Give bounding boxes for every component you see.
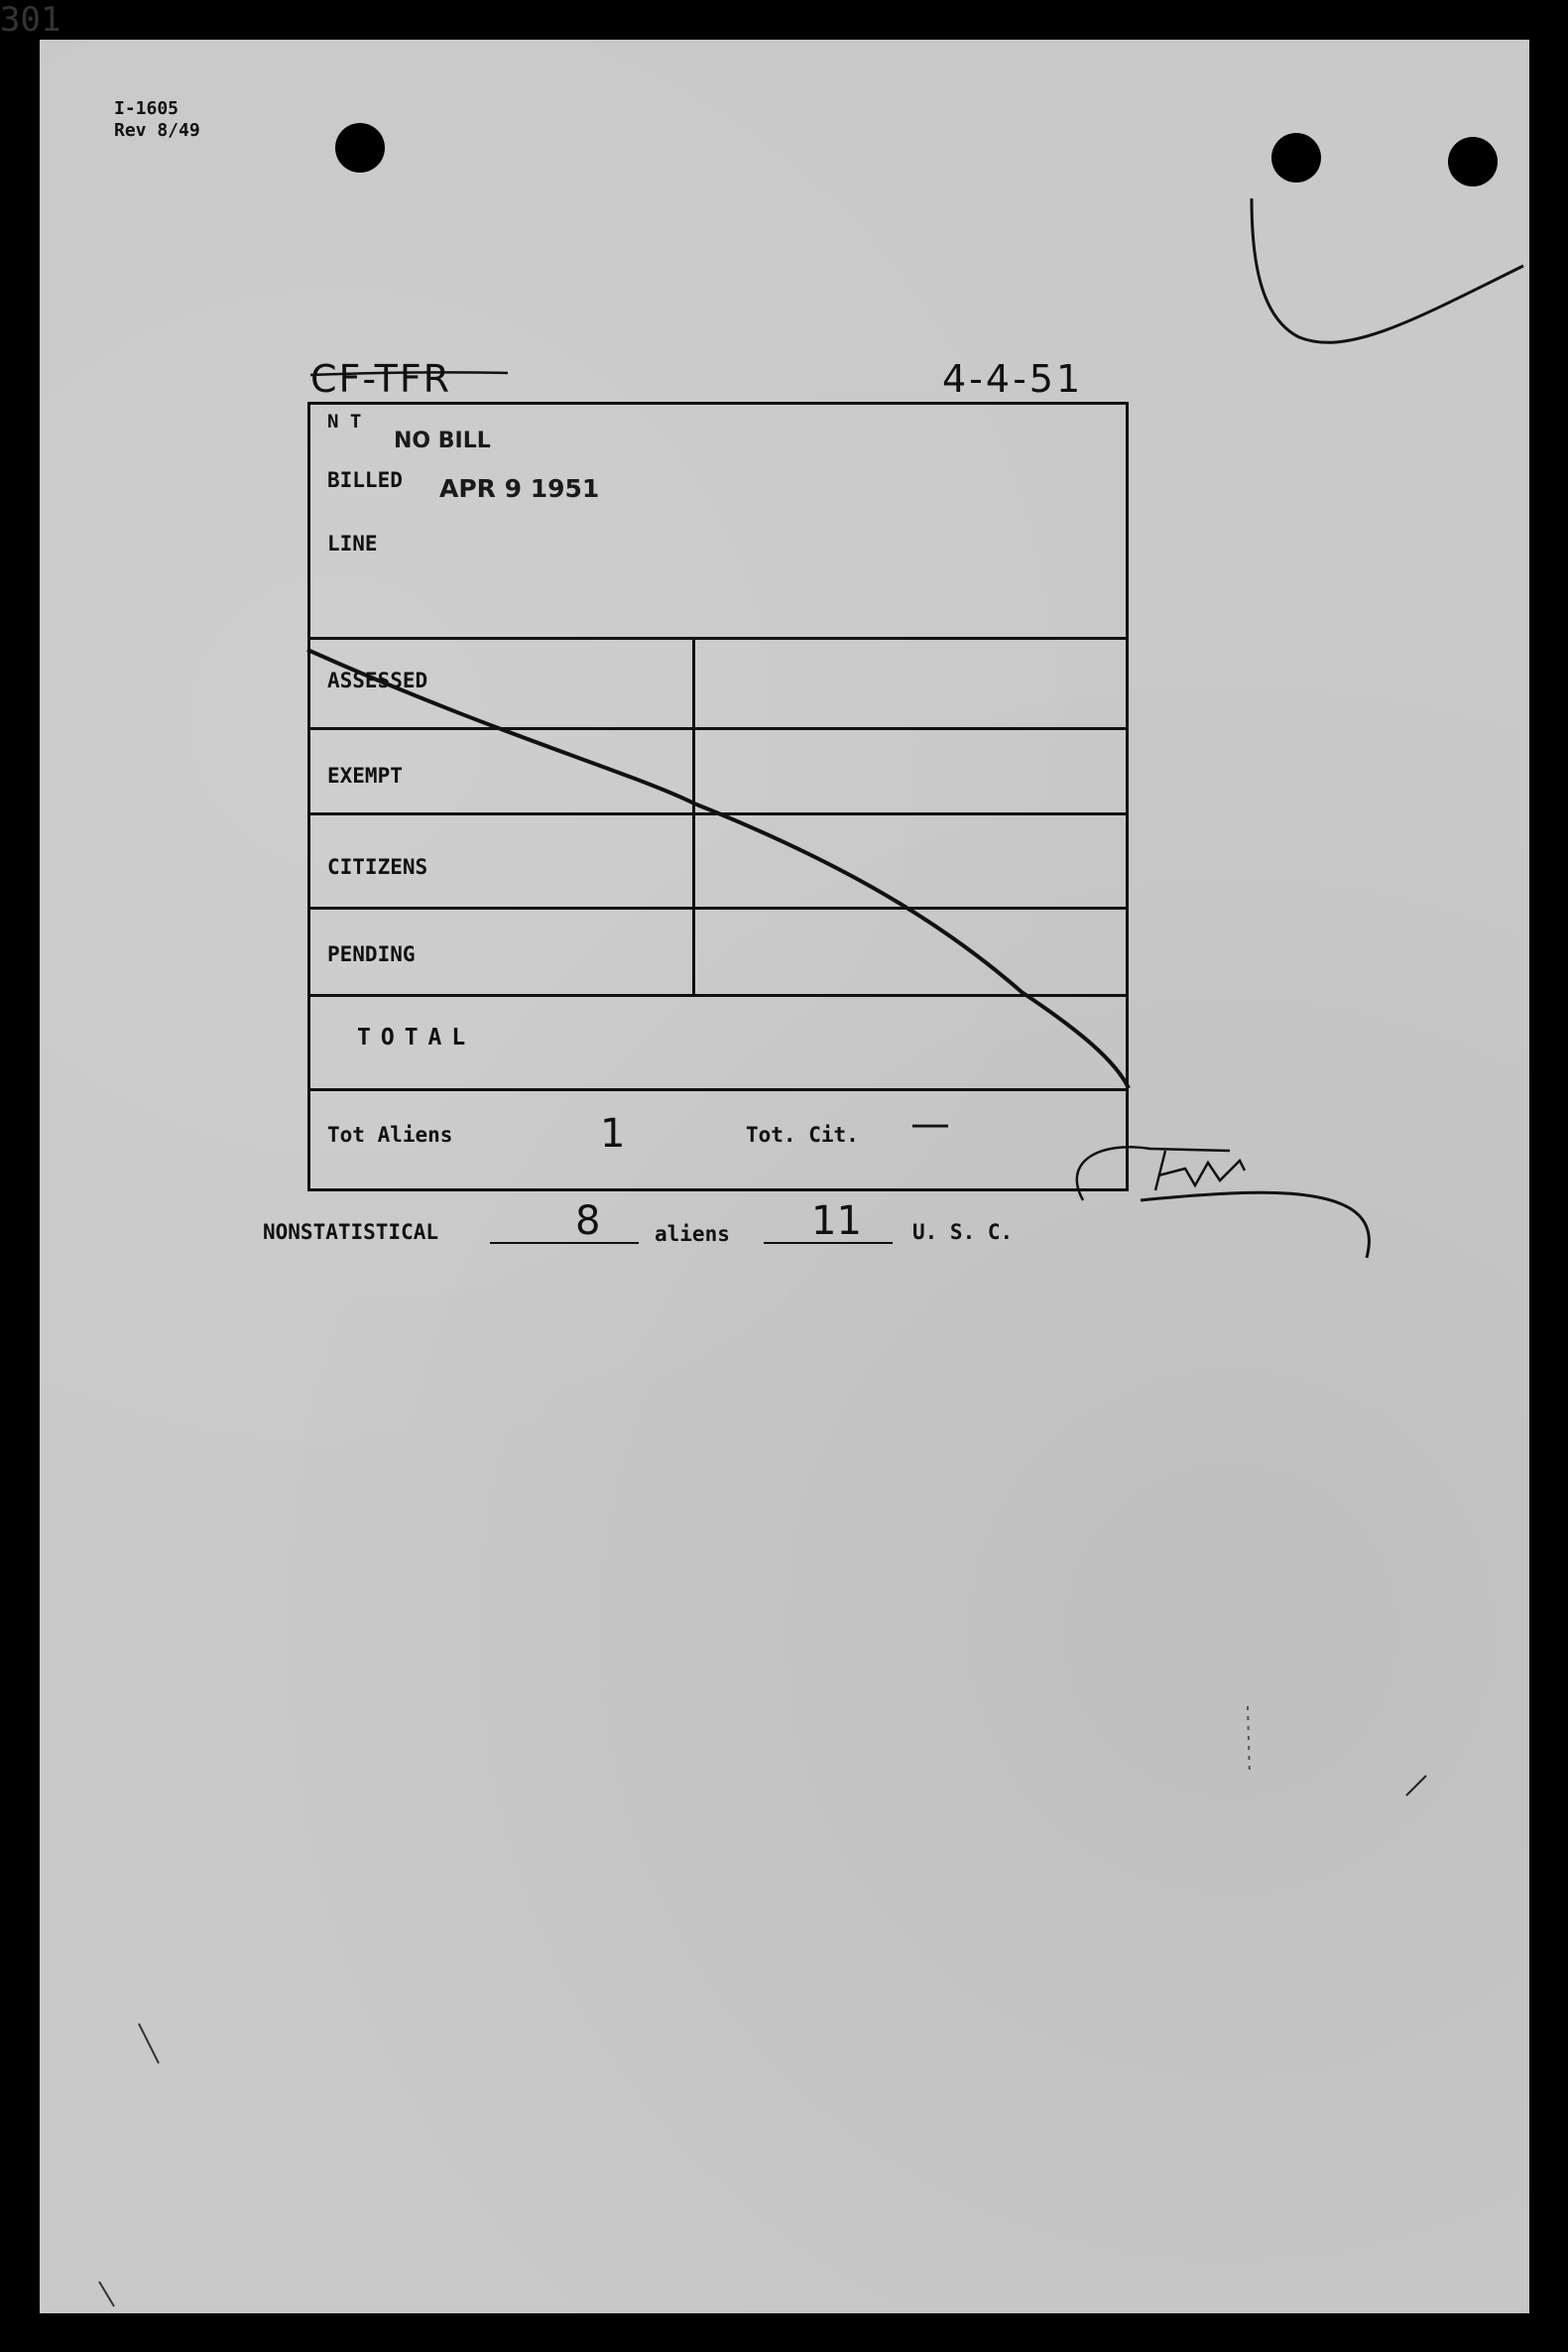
form-divider: [307, 812, 1129, 815]
line-label: LINE: [327, 532, 378, 556]
tot-cit-value: —: [910, 1101, 950, 1147]
record-form-box: [307, 402, 1129, 1191]
tot-aliens-value: 1: [600, 1111, 626, 1157]
form-divider: [307, 1088, 1129, 1091]
nonstatistical-label: NONSTATISTICAL: [263, 1220, 439, 1244]
form-divider: [307, 907, 1129, 910]
handwritten-date: 4-4-51: [942, 357, 1084, 401]
no-bill-stamp: NO BILL: [394, 429, 491, 453]
aliens-label: aliens: [655, 1222, 730, 1246]
pending-label: PENDING: [327, 942, 416, 966]
billed-label: BILLED: [327, 468, 403, 492]
billed-date-stamp: APR 9 1951: [439, 474, 600, 503]
page-number: 301: [0, 0, 61, 40]
form-code: I-1605: [114, 98, 180, 119]
citizens-label: CITIZENS: [327, 855, 428, 879]
blank-line: [490, 1242, 639, 1244]
form-column-divider: [692, 640, 695, 994]
nonstatistical-aliens-value: 8: [575, 1198, 601, 1244]
handwritten-code: CF-TFR: [310, 357, 452, 401]
usc-label: U. S. C.: [912, 1220, 1014, 1244]
form-divider: [307, 727, 1129, 730]
total-label: TOTAL: [357, 1025, 476, 1051]
nt-label: N T: [327, 411, 362, 433]
form-divider: [307, 994, 1129, 997]
punch-hole: [1448, 137, 1498, 186]
punch-hole: [1271, 133, 1321, 183]
exempt-label: EXEMPT: [327, 764, 403, 788]
form-revision: Rev 8/49: [114, 120, 200, 141]
tot-cit-label: Tot. Cit.: [746, 1123, 859, 1147]
usc-value: 11: [811, 1198, 862, 1244]
tot-aliens-label: Tot Aliens: [327, 1123, 453, 1147]
punch-hole: [335, 123, 385, 173]
assessed-label: ASSESSED: [327, 669, 428, 692]
form-divider: [307, 637, 1129, 640]
